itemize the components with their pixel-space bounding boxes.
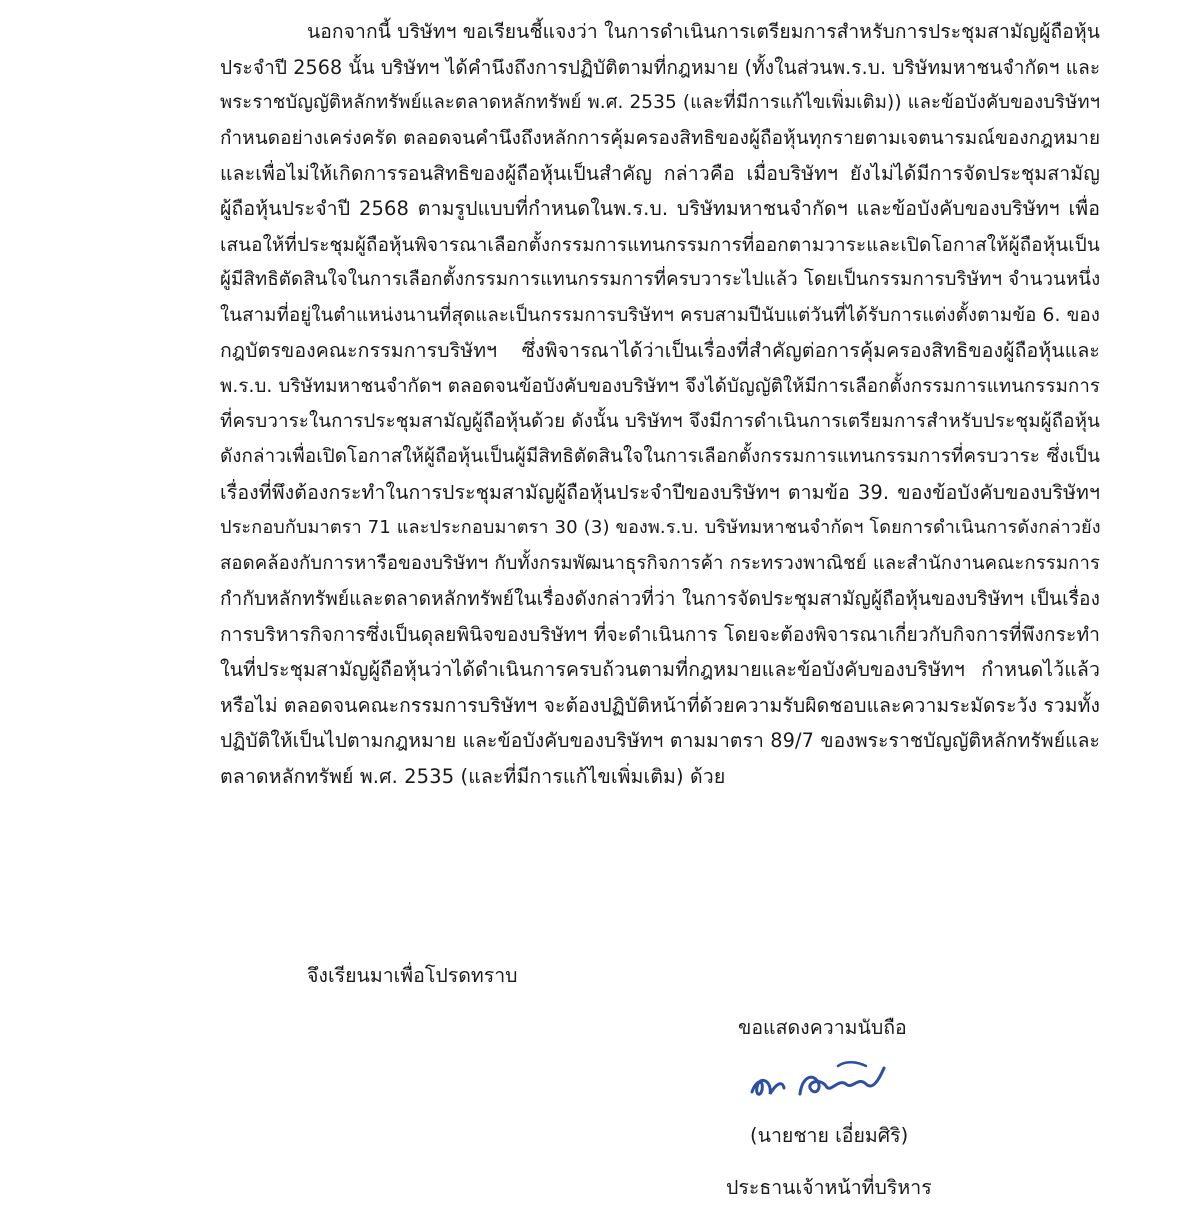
signatory-title: ประธานเจ้าหน้าที่บริหาร — [726, 1176, 932, 1199]
body-line: กำหนดอย่างเคร่งครัด ตลอดจนคำนึงถึงหลักการคุ้มครองสิทธิของผู้ถือหุ้นทุกรายตามเจตนารมณ์ของกฎหมาย — [220, 127, 1101, 150]
body-line: ตลาดหลักทรัพย์ พ.ศ. 2535 (และที่มีการแก้ไขเพิ่มเติม) ด้วย — [220, 764, 726, 788]
body-line: เสนอให้ที่ประชุมผู้ถือหุ้นพิจารณาเลือกตั้งกรรมการแทนกรรมการที่ออกตามวาระและเปิดโอกาสให้ผู้ถือหุ้นเป็น — [220, 233, 1100, 256]
body-line: สอดคล้องกับการหารือของบริษัทฯ กับทั้งกรมพัฒนาธุรกิจการค้า กระทรวงพาณิชย์ และสำนักงานคณะกรรมการ — [220, 552, 1100, 574]
body-line: ในสามที่อยู่ในตำแหน่งนานที่สุดและเป็นกรรมการบริษัทฯ ครบสามปีนับแต่วันที่ได้รับการแต่งตั้งตามข้อ 6. ของ — [220, 304, 1100, 326]
body-line: ประจำปี 2568 นั้น บริษัทฯ ได้คำนึงถึงการปฏิบัติตามที่กฎหมาย (ทั้งในส่วนพ.ร.บ. บริษัทมหาชนจำกัดฯ และ — [220, 56, 1101, 79]
body-line: เรื่องที่พึงต้องกระทำในการประชุมสามัญผู้ถือหุ้นประจำปีของบริษัทฯ ตามข้อ 39. ของข้อบังคับของบริษัทฯ — [220, 480, 1101, 504]
body-line: ผู้มีสิทธิตัดสินใจในการเลือกตั้งกรรมการแทนกรรมการที่ครบวาระไปแล้ว โดยเป็นกรรมการบริษัทฯ จำนวนหนึ่ง — [220, 269, 1101, 291]
body-line: กฎบัตรของคณะกรรมการบริษัทฯ ซึ่งพิจารณาได้ว่าเป็นเรื่องที่สำคัญต่อการคุ้มครองสิทธิของผู้ถือหุ้นและ — [220, 339, 1100, 363]
body-line: นอกจากนี้ บริษัทฯ ขอเรียนชี้แจงว่า ในการดำเนินการเตรียมการสำหรับการประชุมสามัญผู้ถือหุ้น — [307, 20, 1101, 43]
body-line: การบริหารกิจการซึ่งเป็นดุลยพินิจของบริษัทฯ ที่จะดำเนินการ โดยจะต้องพิจารณาเกี่ยวกับกิจการที่พึงกระทำ — [220, 622, 1100, 646]
body-line: พ.ร.บ. บริษัทมหาชนจำกัดฯ ตลอดจนข้อบังคับของบริษัทฯ จึงได้บัญญัติให้มีการเลือกตั้งกรรมการแทนกรรมการ — [220, 375, 1100, 397]
body-line: ปฏิบัติให้เป็นไปตามกฎหมาย และข้อบังคับของบริษัทฯ ตามมาตรา 89/7 ของพระราชบัญญัติหลักทรัพย์และ — [220, 729, 1100, 752]
body-line: ประกอบกับมาตรา 71 และประกอบมาตรา 30 (3) ของพ.ร.บ. บริษัทมหาชนจำกัดฯ โดยการดำเนินการดังกล่าวยัง — [220, 517, 1101, 539]
closing-phrase: จึงเรียนมาเพื่อโปรดทราบ — [307, 964, 518, 987]
valediction: ขอแสดงความนับถือ — [738, 1016, 907, 1039]
body-line: หรือไม่ ตลอดจนคณะกรรมการบริษัทฯ จะต้องปฏิบัติหน้าที่ด้วยความรับผิดชอบและความระมัดระวัง รวมทั้ง — [220, 693, 1100, 717]
body-line: ในที่ประชุมสามัญผู้ถือหุ้นว่าได้ดำเนินการครบถ้วนตามที่กฎหมายและข้อบังคับของบริษัทฯ กำหนดไว้แล้ว — [220, 658, 1100, 682]
signatory-name: (นายชาย เอี่ยมศิริ) — [750, 1124, 909, 1147]
body-line: พระราชบัญญัติหลักทรัพย์และตลาดหลักทรัพย์ พ.ศ. 2535 (และที่มีการแก้ไขเพิ่มเติม)) และข้อบังคับของบริษัทฯ — [220, 91, 1101, 113]
body-line: และเพื่อไม่ให้เกิดการรอนสิทธิของผู้ถือหุ้นเป็นสำคัญ กล่าวคือ เมื่อบริษัทฯ ยังไม่ได้มีการจัดประชุมสามัญ — [220, 161, 1100, 185]
body-line: ดังกล่าวเพื่อเปิดโอกาสให้ผู้ถือหุ้นเป็นผู้มีสิทธิตัดสินใจในการเลือกตั้งกรรมการแทนกรรมการที่ครบวาระ ซึ่งเป็น — [220, 446, 1100, 468]
body-line: ผู้ถือหุ้นประจำปี 2568 ตามรูปแบบที่กำหนดในพ.ร.บ. บริษัทมหาชนจำกัดฯ และข้อบังคับของบริษัทฯ เพื่อ — [220, 197, 1101, 221]
body-line: ที่ครบวาระในการประชุมสามัญผู้ถือหุ้นด้วย ดังนั้น บริษัทฯ จึงมีการดำเนินการเตรียมการสำหรับประชุมผู้ถือหุ้น — [220, 411, 1100, 432]
signature-image — [742, 1054, 902, 1110]
body-line: กำกับหลักทรัพย์และตลาดหลักทรัพย์ในเรื่องดังกล่าวที่ว่า ในการจัดประชุมสามัญผู้ถือหุ้นของบริษัทฯ เป็นเรื่อง — [220, 588, 1100, 611]
